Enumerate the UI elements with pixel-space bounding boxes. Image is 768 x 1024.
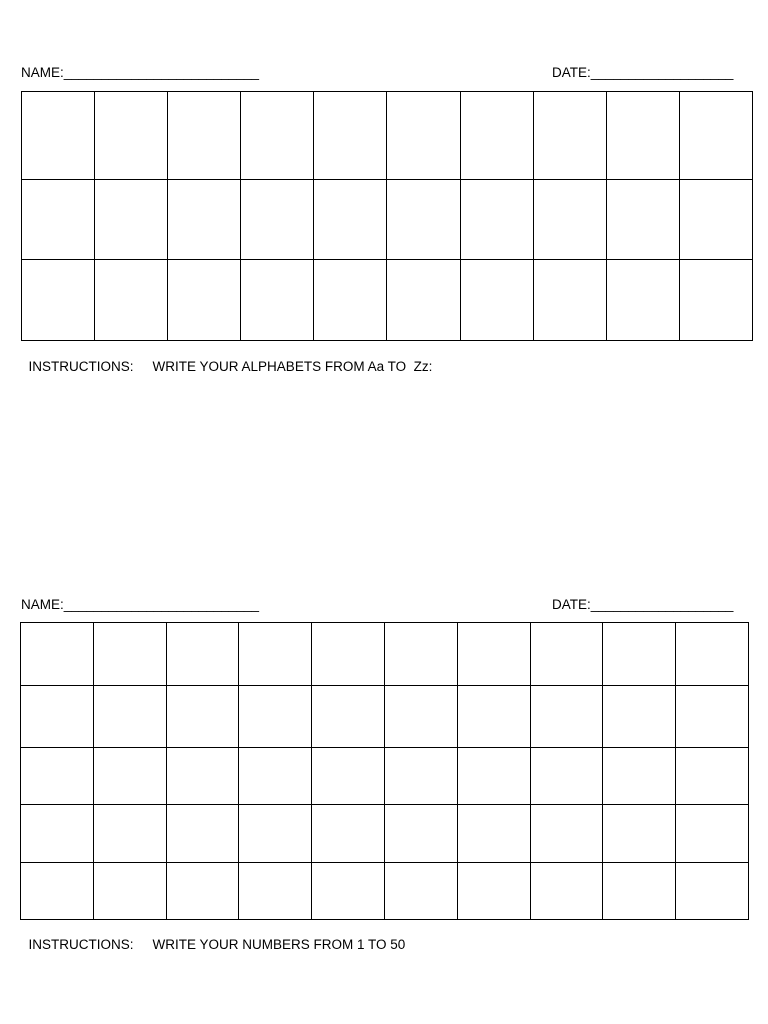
- grid-row: [22, 92, 753, 180]
- grid-cell[interactable]: [603, 686, 676, 748]
- grid-cell[interactable]: [312, 748, 385, 805]
- grid-cell[interactable]: [533, 92, 606, 180]
- grid-row: [21, 863, 749, 920]
- grid-cell[interactable]: [530, 686, 603, 748]
- grid-cell[interactable]: [676, 686, 749, 748]
- grid-cell[interactable]: [166, 863, 239, 920]
- grid-cell[interactable]: [312, 686, 385, 748]
- grid-cell[interactable]: [314, 180, 387, 260]
- grid-cell[interactable]: [166, 686, 239, 748]
- grid-cell[interactable]: [679, 260, 752, 341]
- grid-cell[interactable]: [22, 92, 95, 180]
- grid-cell[interactable]: [95, 180, 168, 260]
- grid-cell[interactable]: [384, 748, 457, 805]
- grid-row: [21, 686, 749, 748]
- grid-cell[interactable]: [314, 260, 387, 341]
- grid-cell[interactable]: [168, 260, 241, 341]
- grid-cell[interactable]: [387, 92, 460, 180]
- grid-cell[interactable]: [457, 686, 530, 748]
- grid-cell[interactable]: [168, 180, 241, 260]
- instructions-1: [21, 343, 432, 375]
- grid-cell[interactable]: [93, 748, 166, 805]
- grid-cell[interactable]: [22, 180, 95, 260]
- grid-cell[interactable]: [312, 805, 385, 863]
- grid-cell[interactable]: [384, 863, 457, 920]
- grid-cell[interactable]: [530, 805, 603, 863]
- name-field-2[interactable]: NAME:__________________________: [21, 597, 259, 612]
- grid-cell[interactable]: [93, 863, 166, 920]
- grid-cell[interactable]: [21, 623, 94, 686]
- grid-cell[interactable]: [384, 805, 457, 863]
- grid-cell[interactable]: [530, 748, 603, 805]
- grid-cell[interactable]: [22, 260, 95, 341]
- grid-cell[interactable]: [603, 863, 676, 920]
- grid-cell[interactable]: [93, 686, 166, 748]
- grid-cell[interactable]: [460, 180, 533, 260]
- grid-cell[interactable]: [606, 92, 679, 180]
- grid-row: [21, 748, 749, 805]
- grid-cell[interactable]: [457, 623, 530, 686]
- grid-cell[interactable]: [166, 623, 239, 686]
- grid-cell[interactable]: [239, 623, 312, 686]
- grid-cell[interactable]: [166, 805, 239, 863]
- grid-cell[interactable]: [676, 863, 749, 920]
- grid-cell[interactable]: [95, 260, 168, 341]
- grid-cell[interactable]: [679, 92, 752, 180]
- grid-cell[interactable]: [387, 180, 460, 260]
- instructions-text: WRITE YOUR ALPHABETS FROM Aa TO Zz:: [152, 359, 433, 374]
- grid-cell[interactable]: [21, 748, 94, 805]
- grid-cell[interactable]: [460, 92, 533, 180]
- grid-cell[interactable]: [679, 180, 752, 260]
- grid-cell[interactable]: [166, 748, 239, 805]
- grid-cell[interactable]: [533, 180, 606, 260]
- numbers-writing-grid: [20, 622, 749, 920]
- grid-row: [22, 180, 753, 260]
- date-field-2[interactable]: DATE:___________________: [552, 597, 734, 612]
- grid-row: [21, 623, 749, 686]
- instructions-2: [21, 921, 405, 953]
- grid-cell[interactable]: [676, 748, 749, 805]
- grid-cell[interactable]: [312, 863, 385, 920]
- grid-cell[interactable]: [457, 805, 530, 863]
- grid-cell[interactable]: [457, 863, 530, 920]
- grid-row: [21, 805, 749, 863]
- grid-cell[interactable]: [95, 92, 168, 180]
- grid-cell[interactable]: [93, 623, 166, 686]
- grid-cell[interactable]: [239, 863, 312, 920]
- grid-cell[interactable]: [606, 180, 679, 260]
- grid-row: [22, 260, 753, 341]
- grid-cell[interactable]: [168, 92, 241, 180]
- grid-cell[interactable]: [384, 623, 457, 686]
- grid-cell[interactable]: [384, 686, 457, 748]
- grid-cell[interactable]: [241, 92, 314, 180]
- grid-cell[interactable]: [241, 260, 314, 341]
- grid-cell[interactable]: [239, 805, 312, 863]
- instructions-label: INSTRUCTIONS:: [28, 359, 134, 374]
- grid-cell[interactable]: [603, 748, 676, 805]
- grid-cell[interactable]: [21, 805, 94, 863]
- grid-cell[interactable]: [603, 805, 676, 863]
- grid-cell[interactable]: [239, 686, 312, 748]
- grid-cell[interactable]: [314, 92, 387, 180]
- grid-cell[interactable]: [676, 805, 749, 863]
- grid-cell[interactable]: [530, 623, 603, 686]
- alphabet-writing-grid: [21, 91, 753, 341]
- grid-cell[interactable]: [460, 260, 533, 341]
- grid-cell[interactable]: [239, 748, 312, 805]
- grid-cell[interactable]: [533, 260, 606, 341]
- grid-cell[interactable]: [21, 863, 94, 920]
- instructions-text: WRITE YOUR NUMBERS FROM 1 TO 50: [152, 937, 406, 952]
- date-field-1[interactable]: DATE:___________________: [552, 65, 734, 80]
- name-field-1[interactable]: NAME:__________________________: [21, 65, 259, 80]
- grid-cell[interactable]: [21, 686, 94, 748]
- grid-cell[interactable]: [606, 260, 679, 341]
- grid-cell[interactable]: [387, 260, 460, 341]
- grid-cell[interactable]: [241, 180, 314, 260]
- grid-cell[interactable]: [603, 623, 676, 686]
- grid-cell[interactable]: [530, 863, 603, 920]
- grid-cell[interactable]: [457, 748, 530, 805]
- grid-cell[interactable]: [93, 805, 166, 863]
- grid-cell[interactable]: [312, 623, 385, 686]
- grid-cell[interactable]: [676, 623, 749, 686]
- instructions-label: INSTRUCTIONS:: [28, 937, 134, 952]
